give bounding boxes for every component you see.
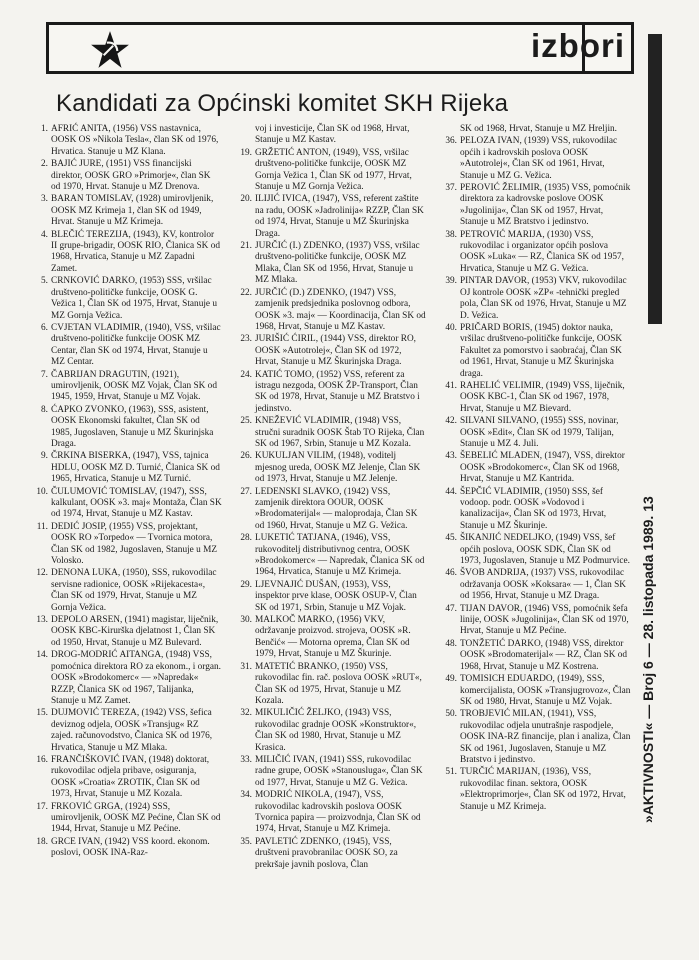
candidate-entry [439,767,631,813]
candidate-text: ILIJIĆ IVICA, (1947), VSS, referent zaštite na radu, OOSK »Jadrolinija« RZZP, Član SK od 1974, Hrvat, Stanuje u MZ Škurinjska Draga. [255,194,424,239]
candidate-entry [30,487,222,521]
candidate-entry [30,568,222,614]
candidate-entry [234,241,426,287]
candidate-text: KUKULJAN VILIM, (1948), voditelj mjesnog ureda, OOSK MZ Jelenje, Član SK od 1973, Hrvat, Stanuje u MZ Jelenje. [255,451,421,485]
candidate-number: 48. [445,638,457,649]
candidate-number: 9. [41,451,48,462]
candidate-entry [30,159,222,193]
candidate-text: TOMISICH EDUARDO, (1949), SSS, komercijalista, OOSK »Transjugrovoz«, Član SK od 1980, Hrvat, Stanuje u MZ Vojak. [460,674,631,707]
candidate-number: 15. [36,708,48,719]
candidate-entry [234,451,426,485]
candidate-text: PEROVIĆ ŽELIMIR, (1935) VSS, pomoćnik direktora za kadrovske poslove OOSK »Jugolinija«, Član SK od 1957, Hrvat, Stanuje u MZ Bratstvo i jedinstvo. [460,183,631,228]
candidate-entry [30,802,222,836]
candidate-text: RAHELIĆ VELIMIR, (1949) VSS, liječnik, OOSK KBC-1, Član SK od 1967, 1978, Hrvat, Stanuje u MZ Bievard. [460,380,625,414]
candidate-text: GRCE IVAN, (1942) VSS koord. ekonom. poslovi, OOSK INA-Raz- [51,836,210,859]
candidate-text: FRKOVIĆ GRGA, (1924) SSS, umirovljenik, OOSK MZ Pećine, Član SK od 1944, Hrvat, Stanuje u MZ Pećine. [51,801,221,835]
candidate-number: 26. [240,451,252,462]
candidate-entry [234,416,426,450]
section-header [46,22,634,74]
candidate-number: 44. [445,486,457,497]
candidate-entry [234,615,426,661]
candidate-entry [439,323,631,380]
candidate-number: 51. [445,767,457,778]
candidate-number: 18. [36,836,48,847]
candidate-number: 4. [41,229,48,240]
candidate-entry [30,276,222,322]
candidate-text: KATIĆ TOMO, (1952) VSS, referent za istragu nezgoda, OOSK ŽP-Transport, Član SK od 1978, Hrvat, Stanuje u MZ Bratstvo i jedinstvo. [255,369,420,414]
candidate-entry [234,662,426,708]
candidate-number: 8. [41,404,48,415]
candidate-number: 5. [41,276,48,287]
candidate-entry [30,755,222,801]
candidate-entry [30,194,222,228]
candidate-text: voj i investicije, Član SK od 1968, Hrvat, Stanuje u MZ Kastav. [255,124,410,146]
candidate-text: PAVLETIĆ ZDENKO, (1945), VSS, društveni pravobranilac OOSK SO, za prekršaje javnih poslova, Član [255,836,398,870]
candidate-text: BARAN TOMISLAV, (1928) umirovljenik, OOSK MZ Krimeja 1, član SK od 1949, Hrvat. Stanuje u MZ Krimeja. [51,194,214,228]
candidate-text: PRIČARD BORIS, (1945) doktor nauka, vršilac društveno-političke funkcije, OOSK Fakultet za pomorstvo i saobraćaj, Član SK od 1961, Hrvat, Stanuje u MZ Škurinjska draga. [460,322,623,379]
candidate-number: 42. [445,416,457,427]
candidate-entry [234,194,426,240]
candidate-entry [30,522,222,568]
candidate-number: 16. [36,754,48,765]
candidate-text: ĆAPKO ZVONKO, (1963), SSS, asistent, OOSK Ekonomski fakultet, Član SK od 1985, Jugoslaven, Stanuje u MZ Škurinjska Draga. [51,404,214,449]
candidate-number: 46. [445,568,457,579]
candidate-number: 47. [445,603,457,614]
candidate-entry [439,276,631,322]
candidate-number: 6. [41,322,48,333]
candidate-entry [439,183,631,229]
candidate-number: 1. [41,124,48,134]
candidate-text: DENONA LUKA, (1950), SSS, rukovodilac servisne radionice, OOSK »Rijekacesta«, Član SK od 1979, Hrvat, Stanuje u MZ Gornja Vežica. [51,568,217,613]
candidate-entry [234,533,426,579]
candidate-number: 17. [36,801,48,812]
candidate-text: DEDIĆ JOSIP, (1955) VSS, projektant, OOSK RO »Torpedo« — Tvornica motora, Član SK od 1982, Jugoslaven, Stanuje u MZ Volosko. [51,521,218,567]
candidate-entry [234,755,426,789]
candidate-entry [234,580,426,614]
candidate-text: DEPOLO ARSEN, (1941) magistar, liječnik, OOSK KBC-Kirurška djelatnost 1, Član SK od 1950, Hrvat, Stanuje u MZ Bulevard. [51,615,219,648]
candidate-number: 39. [445,276,457,287]
candidate-entry [234,837,426,871]
candidate-entry [234,334,426,368]
candidate-number: 29. [240,579,252,590]
candidate-entry [30,230,222,276]
page-title: Kandidati za Općinski komitet SKH Rijeka [56,90,509,117]
side-bar [648,34,662,324]
candidate-number: 25. [240,416,252,427]
candidate-entry [439,124,631,135]
candidate-number: 20. [240,194,252,205]
candidate-number: 24. [240,369,252,380]
candidate-text: MILIČIĆ IVAN, (1941) SSS, rukovodilac radne grupe, OOSK »Stanousluga«, Član SK od 1977, Hrvat, Stanuje u MZ G. Vežica. [255,754,423,788]
candidate-text: TIJAN DAVOR, (1946) VSS, pomoćnik šefa linije, OOSK »Jugolinija«, Član SK od 1970, Hrvat, Stanuje u MZ Pećine. [460,603,629,637]
candidate-column-2 [234,124,426,872]
candidate-entry [234,708,426,754]
candidate-entry [439,604,631,638]
candidate-entry [234,124,426,147]
candidate-entry [30,370,222,404]
candidate-text: ŠEPČIĆ VLADIMIR, (1950) SSS, šef vodoop. podr. OOSK »Vodovod i kanalizacija«, Član SK od 1973, Hrvat, Stanuje u MZ Škurinje. [460,486,607,531]
candidate-text: CRNKOVIĆ DARKO, (1953) SSS, vršilac društveno-političke funkcije, OOSK G. Vežica 1, Član SK od 1975, Hrvat, Stanuje u MZ Gornja Vežica. [51,276,218,321]
candidate-entry [439,639,631,673]
candidate-text: MODRIĆ NIKOLA, (1947), VSS, rukovodilac kadrovskih poslova OOSK Tvornica papira — proizvodnja, Član SK od 1974, Hrvat, Stanuje u MZ Krimeja. [255,790,421,835]
candidate-text: GRŽETIĆ ANTON, (1949), VSS, vršilac društveno-političke funkcije, OOSK MZ Gornja Vežica 1, Član SK od 1977, Hrvat, Stanuje u MZ Gornja Vežica. [255,147,412,193]
candidate-entry [234,370,426,416]
candidate-number: 3. [41,194,48,205]
candidate-entry [234,288,426,334]
candidate-entry [234,148,426,194]
candidate-text: PINTAR DAVOR, (1953) VKV, rukovodilac OJ kontrole OOSK »ZP« -tehnički pregled pola, Član SK od 1976, Hrvat, Stanuje u MZ D. Vežica. [460,276,627,321]
candidate-number: 11. [36,521,48,532]
candidate-text: SILVANI SILVANO, (1955) SSS, novinar, OOSK »Edit«, Član SK od 1979, Talijan, Stanuje u MZ 4. Juli. [460,416,619,449]
candidate-number: 7. [41,369,48,380]
candidate-number: 38. [445,229,457,240]
candidate-number: 45. [445,533,457,544]
candidate-text: DUJMOVIĆ TEREZA, (1942) VSS, šefica deviznog odjela, OOSK »Transjug« RZ zajed. računovodstvo, Članica SK od 1976, Hrvatica, Stanuje u MZ Mlaka. [51,708,213,753]
candidate-number: 19. [240,147,252,158]
candidate-number: 27. [240,486,252,497]
candidate-entry [439,533,631,567]
candidate-number: 31. [240,661,252,672]
star-icon [89,29,131,71]
candidate-text: JURIŠIĆ ĆIRIL, (1944) VSS, direktor RO, OOSK »Autotrolej«, Član SK od 1972, Hrvat, Stanuje u MZ Škurinjska Draga. [255,334,416,368]
candidate-entry [439,381,631,415]
candidate-number: 34. [240,790,252,801]
candidate-text: JURČIĆ (D.) ZDENKO, (1947) VSS, zamjenik predsjednika poslovnog odbora, OOSK »3. maj« — Koordinacija, Član SK od 1968, Hrvat, Stanuje u MZ Kastav. [255,287,426,332]
candidate-text: TROBJEVIĆ MILAN, (1941), VSS, rukovodilac odjela unutrašnje raspodjele, OOSK INA-RZ financije, plan i analiza, Član SK od 1961, Jugoslaven, Stanuje u MZ Bratstvo i jedinstvo. [460,709,631,765]
candidate-column-1 [30,124,222,861]
candidate-number: 23. [240,334,252,345]
candidate-text: TURČIĆ MARIJAN, (1936), VSS, rukovodilac finan. sektora, OOSK »Elektroprimorje«, Član SK od 1972, Hrvat, Stanuje u MZ Krimeja. [460,767,626,812]
candidate-entry [439,568,631,602]
candidate-number: 21. [240,241,252,252]
candidate-number: 10. [36,486,48,497]
candidate-text: ČABRIJAN DRAGUTIN, (1921), umirovljenik, OOSK MZ Vojak, Član SK od 1945, 1959, Hrvat, Stanuje u MZ Vojak. [51,369,217,403]
candidate-text: KNEŽEVIĆ VLADIMIR, (1948) VSS, stručni suradnik OOSK Štab TO Rijeka, Član SK od 1967, Srbin, Stanuje u MZ Kozala. [255,416,425,449]
candidate-entry [439,709,631,766]
candidate-number: 41. [445,380,457,391]
candidate-text: LUKETIĆ TATJANA, (1946), VSS, rukovoditelj distributivnog centra, OOSK »Brodokomerc« — Napredak, Članica SK od 1964, Hrvatica, Stanuje u MZ Krimeja. [255,533,425,578]
candidate-text: SK od 1968, Hrvat, Stanuje u MZ Hreljin. [460,124,617,134]
candidate-entry [439,451,631,485]
candidate-column-3 [439,124,631,814]
candidate-text: BLEČIĆ TEREZIJA, (1943), KV, kontrolor II grupe-brigadir, OOSK RIO, Članica SK od 1968, Hrvatica, Stanuje u MZ Zapadni Zamet. [51,229,221,274]
candidate-text: TONŽETIĆ DARKO, (1948) VSS, direktor OOSK »Brodomaterijal« — RZ, Član SK od 1968, Hrvat, Stanuje u MZ Kostrena. [460,638,628,672]
candidate-number: 50. [445,709,457,720]
candidate-text: PELOZA IVAN, (1939) VSS, rukovodilac općih i kadrovskih poslova OOSK »Autotrolej«, Član SK od 1961, Hrvat, Stanuje u MZ G. Vežica. [460,136,618,181]
candidate-entry [234,790,426,836]
candidate-entry [439,136,631,182]
candidate-text: ŠVOB ANDRIJA, (1937) VSS, rukovodilac održavanja OOSK »Koksara« — 1, Član SK od 1956, Hrvat, Stanuje u MZ Draga. [460,568,627,602]
candidate-number: 40. [445,322,457,333]
candidate-number: 2. [41,159,48,170]
candidate-text: DROG-MODRIĆ AITANGA, (1948) VSS, pomoćnica direktora RO za ekonom., i organ. OOSK »Brodokomerc« — »Napredak« RZZP, Članica SK od 1967, Talijanka, Stanuje u MZ Zamet. [51,650,221,706]
candidate-number: 12. [36,568,48,579]
candidate-entry [439,416,631,450]
candidate-text: CVJETAN VLADIMIR, (1940), VSS, vršilac društveno-političke funkcije OOSK MZ Centar, član SK od 1974, Hrvat, Stanuje u MZ Centar. [51,322,221,368]
candidate-text: LJEVNAJIĆ DUŠAN, (1953), VSS, inspektor prve klase, OOSK OSUP-V, Član SK od 1971, Srbin, Stanuje u MZ Vojak. [255,579,417,613]
candidate-number: 32. [240,708,252,719]
candidate-entry [30,451,222,485]
candidate-entry [30,124,222,158]
candidate-text: AFRIĆ ANITA, (1956) VSS nastavnica, OOSK OS »Nikola Tesla«, član SK od 1976, Hrvatica. Stanuje u MZ Klana. [51,124,219,157]
candidate-number: 33. [240,754,252,765]
candidate-text: FRANČIŠKOVIĆ IVAN, (1948) doktorat, rukovodilac odjela pribave, osiguranja, OOSK »Croatia« ZROTIK, Član SK od 1973, Hrvat, Stanuje u MZ Kozala. [51,754,210,800]
candidate-entry [30,615,222,649]
candidate-text: MIKULIČIĆ ŽELJKO, (1943) VSS, rukovodilac gradnje OOSK »Konstruktor«, Član SK od 1980, Hrvat, Stanuje u MZ Krasica. [255,708,417,753]
candidate-text: ŠIKANJIĆ NEDELJKO, (1949) VSS, šef općih poslova, OOSK SDK, Član SK od 1973, Jugoslaven, Stanuje u MZ Podmurvice. [460,533,630,567]
candidate-entry [30,405,222,451]
candidate-entry [30,837,222,860]
candidate-text: PETROVIĆ MARIJA, (1930) VSS, rukovodilac i organizator općih poslova OOSK »Luka« — RZ, Članica SK od 1957, Hrvatica, Stanuje u MZ G. Vežica. [460,229,624,274]
candidate-number: 30. [240,615,252,626]
candidate-number: 35. [240,836,252,847]
candidate-entry [439,487,631,533]
candidate-number: 43. [445,451,457,462]
candidate-text: ČRKINA BISERKA, (1947), VSS, tajnica HDLU, OOSK MZ D. Turnić, Članica SK od 1965, Hrvatica, Stanuje u MZ Turnić. [51,451,220,485]
candidate-entry [439,230,631,276]
section-label: izbori [531,27,625,64]
candidate-number: 13. [36,615,48,626]
candidate-entry [30,323,222,369]
candidate-text: BAJIĆ JURE, (1951) VSS financijski direktor, OOSK GRO »Primorje«, član SK od 1970, Hrvat. Stanuje u MZ Drenova. [51,159,211,193]
candidate-number: 49. [445,674,457,685]
candidate-text: JURČIĆ (I.) ZDENKO, (1937) VSS, vršilac društveno-političke funkcije, OOSK MZ Mlaka, Član SK od 1956, Hrvat, Stanuje u MZ Mlaka. [255,241,420,286]
candidate-entry [234,487,426,533]
candidate-number: 14. [36,650,48,661]
candidate-text: LEDENSKI SLAVKO, (1942) VSS, zamjenik direktora OOUR, OOSK »Brodomaterijal« — maloprodaja, Član SK od 1960, Hrvat, Stanuje u MZ G. Vežica. [255,486,418,531]
candidate-text: MALKOČ MARKO, (1956) VKV, održavanje proizvod. strojeva, OOSK »R. Benčić« — Motorna oprema, Član SK od 1979, Hrvat, Stanuje u MZ Škurinje. [255,615,411,660]
publication-info: »AKTIVNOSTI« — Broj 6 — 28. listopada 1989. 13 [640,496,656,824]
candidate-text: MATETIĆ BRANKO, (1950) VSS, rukovodilac fin. rač. poslova OOSK »RUT«, Član SK od 1975, Hrvat, Stanuje u MZ Kozala. [255,661,422,706]
candidate-number: 37. [445,183,457,194]
candidate-number: 22. [240,287,252,298]
candidate-number: 36. [445,136,457,147]
candidate-text: ŠEBELIĆ MLADEN, (1947), VSS, direktor OOSK »Brodokomerc«, Član SK od 1968, Hrvat, Stanuje u MZ Kantrida. [460,451,625,485]
candidate-text: ČULUMOVIĆ TOMISLAV, (1947), SSS, kalkulant, OOSK »3. maj« Montaža, Član SK od 1974, Hrvat, Stanuje u MZ Kastav. [51,486,222,520]
candidate-entry [439,674,631,708]
candidate-number: 28. [240,533,252,544]
candidate-entry [30,708,222,754]
candidate-entry [30,650,222,707]
